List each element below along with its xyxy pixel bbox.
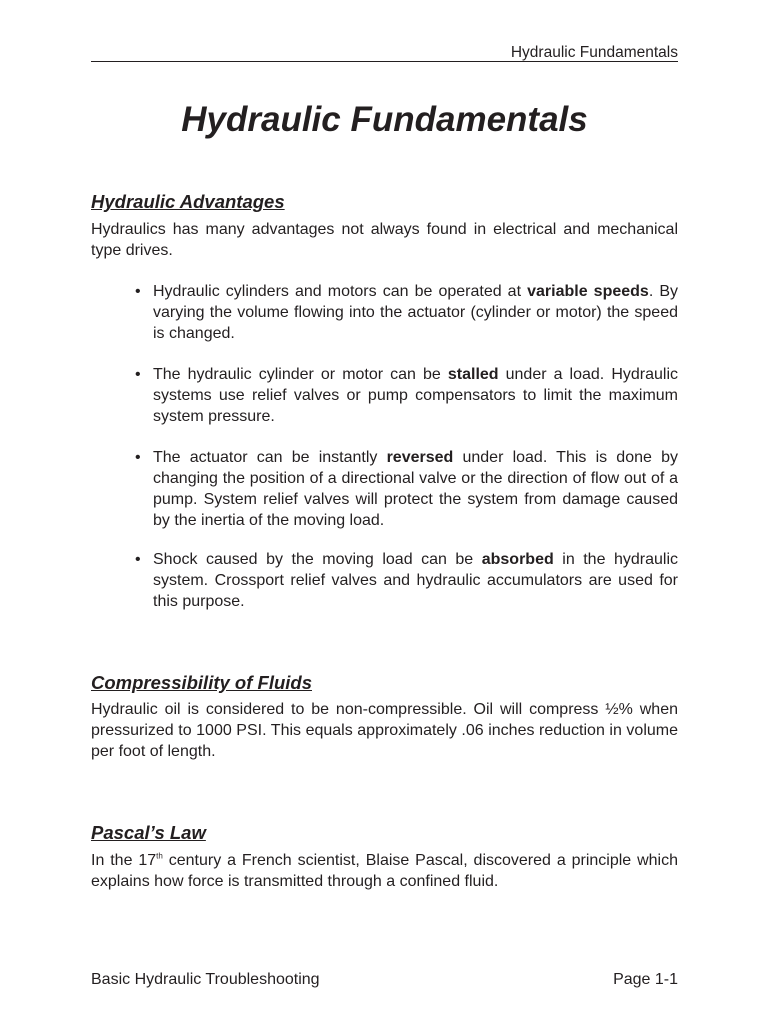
bullet-marker: • (135, 449, 141, 466)
bullet-text: The hydraulic cylinder or motor can be stalled under a load. Hydraulic systems use relief valves or pump compensators to limit the maximum system pressure. (153, 366, 679, 425)
document-page (91, 0, 678, 1024)
bullet-text: Shock caused by the moving load can be absorbed in the hydraulic system. Crossport relief valves and hydraulic accumulators are used for this purpose. (153, 551, 679, 610)
section-heading-hydraulic-advantages: Hydraulic Advantages (91, 191, 285, 212)
section-heading-pascals-law: Pascal’s Law (91, 822, 206, 843)
bullet-emphasis: stalled (447, 366, 499, 383)
bullet-text: Hydraulic cylinders and motors can be operated at variable speeds. By varying the volume flowing into the actuator (cylinder or motor) the speed is changed. (153, 283, 679, 342)
bullet-text: The actuator can be instantly reversed under load. This is done by changing the position of a directional valve or the direction of flow out of a pump. System relief valves will protect the system from damage caused by the inertia of the moving load. (153, 449, 678, 529)
bullet-emphasis: absorbed (481, 551, 554, 568)
footer-page-number: Page 1-1 (613, 971, 678, 988)
bullet-emphasis: variable speeds (527, 283, 649, 300)
running-header: Hydraulic Fundamentals (510, 44, 678, 61)
compressibility-paragraph: Hydraulic oil is considered to be non-compressible. Oil will compress ½% when pressurized to 1000 PSI. This equals approximately .06 inches reduction in volume per foot of length. (91, 701, 678, 760)
header-rule (91, 61, 678, 62)
pascals-law-paragraph: In the 17th century a French scientist, Blaise Pascal, discovered a principle which explains how force is transmitted through a confined fluid. (91, 851, 678, 890)
bullet-marker: • (135, 551, 141, 568)
bullet-emphasis: reversed (386, 449, 454, 466)
section-heading-compressibility: Compressibility of Fluids (91, 672, 312, 693)
ordinal-superscript: th (156, 851, 163, 861)
page-title: Hydraulic Fundamentals (181, 100, 588, 139)
footer-document-title: Basic Hydraulic Troubleshooting (91, 971, 320, 988)
bullet-marker: • (135, 283, 141, 300)
section-intro-paragraph: Hydraulics has many advantages not always found in electrical and mechanical type drives. (91, 221, 678, 259)
bullet-marker: • (135, 366, 141, 383)
